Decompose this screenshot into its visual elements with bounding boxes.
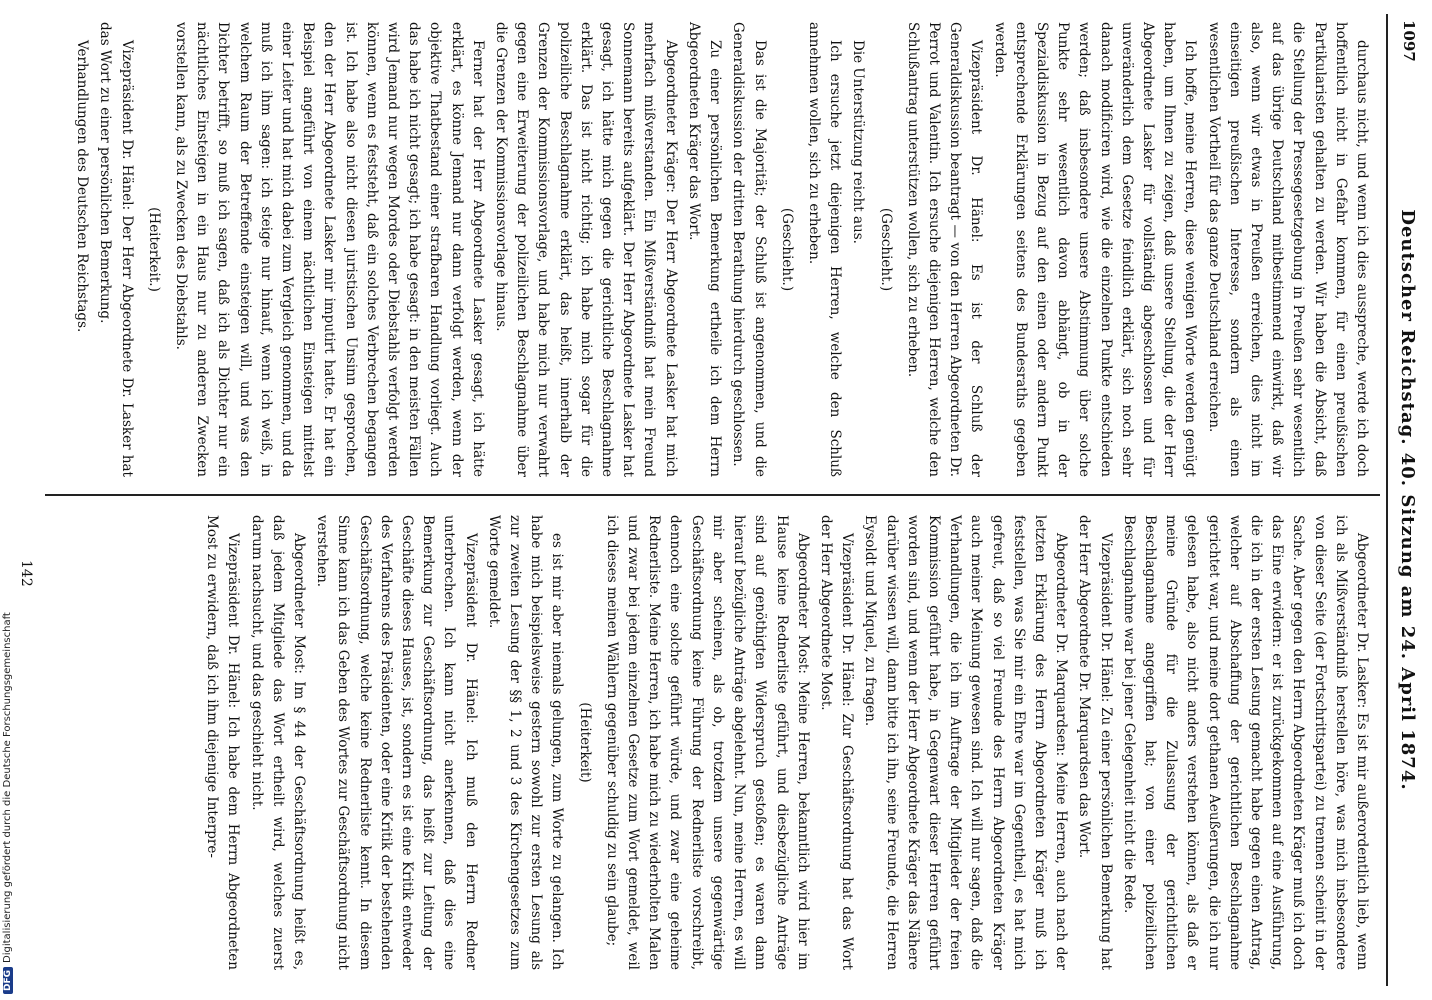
credit-text: Digitalisierung gefördert durch die Deutsche Forschungsgemeinschaft — [2, 612, 13, 963]
paragraph: Verhandlungen des Deutschen Reichstags. — [74, 40, 91, 333]
dfg-logo-icon: DFG — [3, 967, 13, 994]
text-column-left — [69, 22, 1372, 477]
paragraph: Abgeordneter Most: Im § 44 der Geschäftsordnung heißt es, daß jedem Mitgliede das Wort ertheilt wird, welches zuerst darum nachsucht, und das geschieht nicht. — [248, 515, 308, 970]
paragraph: Ich hoffe, meine Herren, diese wenigen Worte werden genügt haben, um Ihnen zu zeigen, daß unsere Stellung, die der Herr Abgeordnete Lasker für vollständig abgeschlossen und für unveränderlich dem Gesetze feindlich erklärt, sich noch sehr danach modificiren wird, wie die einzelnen Punkte entschieden werden; daß insbesondere unsere Abstimmung über solche Punkte sehr wesentlich davon abhängt, ob in der Spezialdiskussion in Bezug auf den einen oder andern Punkt entsprechende Erklärungen seitens des Bundesraths gegeben werden. — [991, 22, 1199, 477]
header-rule — [1386, 14, 1388, 986]
paragraph: Abgeordneter Kräger: Der Herr Abgeordnete Lasker hat mich mehrfach mißverstanden. Ein Mißverständniß hat mein Freund Sonnemann bereits aufgeklärt. Der Herr Abgeordnete Lasker hat gesagt, ich hätte mich gegen die gerichtliche Beschlagnahme erklärt. Das ist nicht richtig; ich habe mich sogar für die polizeiliche Beschlagnahme erklärt, das heißt, innerhalb der Grenzen der Kommissionsvorlage, und habe mich nur verwahrt gegen eine Erweiterung der polizeilichen Beschlagnahme über die Grenzen der Kommissionsvorlage hinaus. — [493, 22, 679, 477]
text-column-right — [199, 515, 1372, 970]
paragraph: durchaus nicht, und wenn ich dies ausspreche, werde ich doch hoffentlich nicht in Gefahr kommen, für einen preußischen Partikularisten gehalten zu werden. Wir haben die Absicht, daß die Stellung der Pressegesetzgebung in Preußen sehr wesentlich auf das übrige Deutschland mitbestimmend einwirkt, daß wir also, wenn wir etwas in Preußen erreichen, dies nicht im einseitigen preußischen Interesse, sondern als einen wesentlichen Vortheil für das ganze Deutschland erreichen. — [1205, 22, 1370, 477]
paragraph: Abgeordneter Most: Meine Herren, bekanntlich wird hier im Hause keine Rednerliste geführt, und diesbezügliche Anträge sind auf genöthigten Widerspruch gestoßen; es waren dann hierauf bezügliche Anträge abgelehnt. Nun, meine Herren, es will mir aber scheinen, als ob, trotzdem unsere gegenwärtige Geschäftsordnung keine Führung der Rednerliste vorschreibt, dennoch eine solche geführt würde, und zwar eine geheime Rednerliste. Meine Herren, ich habe mich zu wiederholten Malen und zwar bei jedem einzelnen Gesetze zum Wort gemeldet, weil ich dieses meinen Wählern gegenüber schuldig zu sein glaube; — [603, 515, 811, 970]
paragraph: Abgeordneter Dr. Marquardsen: Meine Herren, auch nach der letzten Erklärung des Herrn Abgeordneten Kräger muß ich feststellen, was Sie mir ein Ehre war im Gegentheil, es hat mich gefreut, daß so viel Freunde des Herrn Abgeordneten Kräger auch meiner Meinung gewesen sind. Ich will nur sagen, daß die Verhandlungen, die ich im Auftrage der Mitglieder der freien Kommission geführt habe, in Gegenwart dieser Herren geführt worden sind, und wenn der Herr Abgeordnete Kräger das Nähere darüber wissen will, dann bitte ich ihn, seine Freunde, die Herren Eysoldt und Miquel, zu fragen. — [862, 515, 1070, 970]
paragraph: Vizepräsident Dr. Hänel: Es ist der Schluß der Generaldiskussion beantragt — von den Herren Abgeordneten Dr. Perrot und Valentin. Ich ersuche diejenigen Herren, welche den Schlußantrag unterstützen wollen, sich zu erheben. — [904, 22, 985, 477]
stage-direction: (Geschieht.) — [877, 207, 894, 292]
paragraph: Ferner hat der Herr Abgeordnete Lasker gesagt, ich hätte erklärt, es könne Jemand nur dann verfolgt werden, wenn der objektive Thatbestand einer strafbaren Handlung vorliegt. Auch das habe ich nicht gesagt; ich habe gesagt: in den meisten Fällen wird Jemand nur wegen Mordes oder Diebstahls verfolgt werden können, wenn es feststeht, daß ein solches Verbrechen begangen ist. Ich habe also nicht diesen juristischen Unsinn gesprochen, den der Herr Abgeordnete Lasker mir imputirt hatte. Er hat ein Beispiel angeführt von einem nächtlichen Einsteigen mittelst einer Leiter und hat mich dabei zum Vergleich genommen, und da muß ich ihm sagen: ich steige nur hinauf, wenn ich weiß, in welchem Raum der Betreffende einsteigen will, und was den Dichter betrifft, so muß ich sagen, daß ich als Dichter nur ein nächtliches Einsteigen in ein Haus nur zu anderen Zwecken vorstellen kann, als zu Zwecken des Diebstahls. — [173, 22, 486, 477]
stage-direction: (Heiterkeit.) — [145, 207, 162, 292]
paragraph: Vizepräsident Dr. Hänel: Zur Geschäftsordnung hat das Wort der Herr Abgeordnete Most. — [817, 515, 856, 970]
paragraph: Vizepräsident Dr. Hänel: Ich muß den Herrn Redner unterbrechen. Ich kann nicht anerkennen, daß dies eine Bemerkung zur Geschäftsordnung, das heißt zur Leitung der Geschäfte dieses Hauses, ist, sondern es ist eine Kritik entweder des Verfahrens des Präsidenten, oder eine Kritik der bestehenden Geschäftsordnung, welche keine Rednerliste kennt. In diesem Sinne kann ich das Geben des Wortes zur Geschäftsordnung nicht verstehen. — [314, 515, 479, 970]
paragraph: Ich ersuche jetzt diejenigen Herren, welche den Schluß annehmen wollen, sich zu erheben. — [805, 22, 844, 477]
paragraph: Vizepräsident Dr. Hänel: Zu einer persönlichen Bemerkung hat der Herr Abgeordnete Dr. Marquardsen das Wort. — [1076, 515, 1114, 970]
stage-direction: (Heiterkeit) — [576, 702, 593, 783]
stage-direction: (Geschieht.) — [778, 207, 795, 292]
paragraph: Die Unterstützung reicht aus. — [850, 40, 867, 244]
paragraph: es ist mir aber niemals gelungen, zum Worte zu gelangen. Ich habe mich beispielsweise gestern sowohl zur ersten Lesung als zur zweiten Lesung der §§ 1, 2 und 3 des Kirchengesetzes zum Worte gemeldet. — [485, 515, 566, 970]
paragraph: Das ist die Majorität; der Schluß ist angenommen, und die Generaldiskussion der dritten Berathung hierdurch geschlossen. — [730, 22, 768, 477]
column-divider — [45, 494, 1380, 496]
paragraph: Zu einer persönlichen Bemerkung ertheile ich dem Herrn Abgeordneten Kräger das Wort. — [685, 22, 724, 477]
paragraph: Vizepräsident Dr. Hänel: Ich habe dem Herrn Abgeordneten Most zu erwidern, daß ich ihm diejenige Interpre- — [204, 515, 242, 970]
header-title: Deutscher Reichstag. 40. Sitzung am 24. April 1874. — [1397, 209, 1418, 791]
running-header — [1394, 0, 1422, 1000]
paragraph: Vizepräsident Dr. Hänel: Der Herr Abgeordnete Dr. Lasker hat das Wort zu einer persönlichen Bemerkung. — [97, 22, 135, 477]
signature-marker: 142 — [18, 560, 34, 587]
page-number: 1097 — [1400, 20, 1418, 62]
paragraph: Abgeordneter Dr. Lasker: Es ist mir außerordentlich lieb, wenn ich als Mißverständniß herstellen höre, was mich insbesondere von dieser Seite (der Fortschrittspartei) zu trennen scheint in der Sache. Aber gegen den Herrn Abgeordneten Kräger muß ich doch das Eine erwidern: er ist zurückgekommen auf eine Ausführung, die ich in der ersten Lesung gemacht habe gegen einen Antrag, welcher auf Abschaffung der gerichtlichen Beschlagnahme gerichtet war, und meine dort gethanen Aeußerungen, die ich nur gelesen habe, also nicht anders verstehen können, als daß er meine Gründe für die Zulassung der gerichtlichen Beschlagnahme angegriffen hat; von einer polizeilichen Beschlagnahme war bei jener Gelegenheit nicht die Rede. — [1120, 515, 1370, 970]
